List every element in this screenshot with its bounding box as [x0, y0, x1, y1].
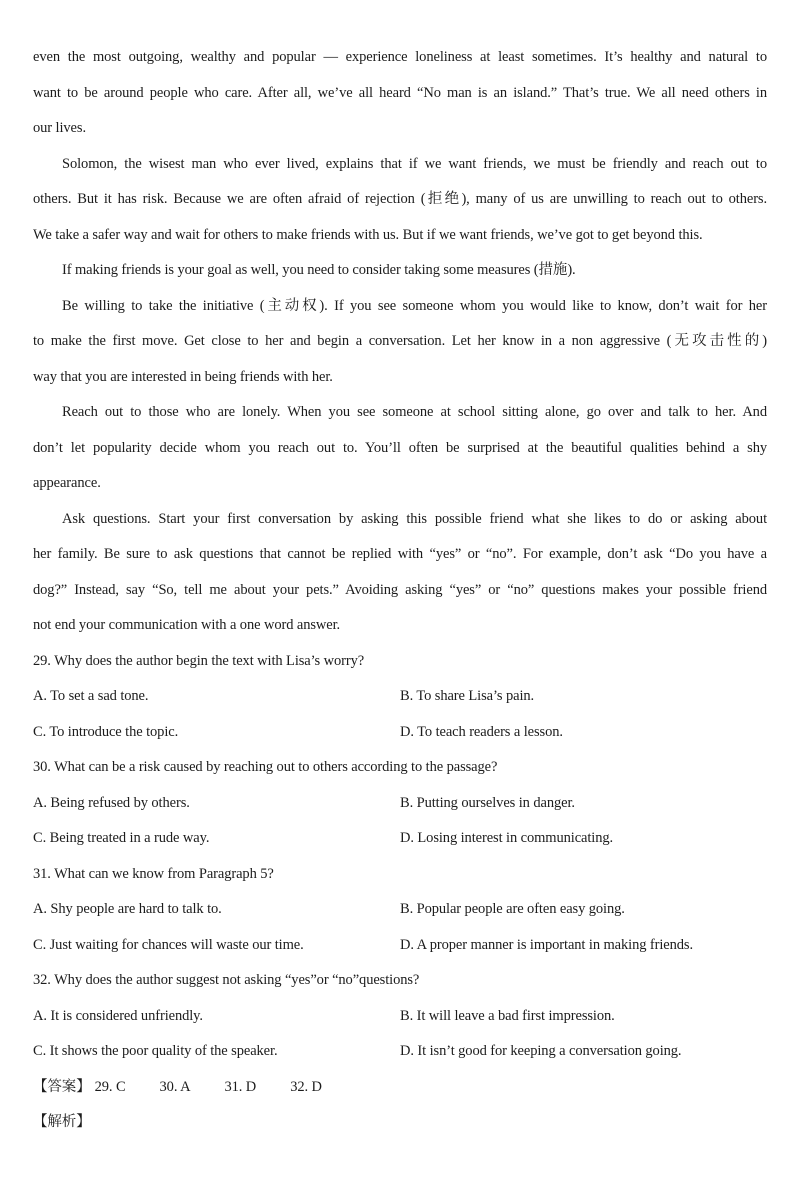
passage-line: dog?” Instead, say “So, tell me about your pets.” Avoiding asking “yes” or “no” questions makes your possible friend — [33, 581, 767, 598]
question-31-option-c: C. Just waiting for chances will waste our time. — [33, 936, 304, 953]
answer-key — [33, 1070, 767, 1106]
questions-section — [33, 644, 767, 1070]
answer-item-30: 30. A — [159, 1078, 191, 1095]
question-32-option-d: D. It isn’t good for keeping a conversation going. — [400, 1043, 682, 1059]
question-31-option-b: B. Popular people are often easy going. — [400, 901, 625, 917]
passage-line: Be willing to take the initiative (主动权). If you see someone whom you would like to know, don’t wait for her — [62, 297, 767, 314]
question-32-option-b: B. It will leave a bad first impression. — [400, 1007, 615, 1024]
question-29-option-c: C. To introduce the topic. — [33, 723, 179, 740]
question-31-options-cd — [33, 928, 767, 964]
passage-line: don’t let popularity decide whom you reach out to. You’ll often be surprised at the beautiful qualities behind a shy — [33, 439, 767, 456]
answer-item-31: 31. D — [224, 1078, 257, 1095]
question-30-option-c: C. Being treated in a rude way. — [33, 830, 210, 846]
question-30-options-ab — [33, 786, 767, 822]
question-32-options-cd — [33, 1034, 767, 1070]
passage-line: If making friends is your goal as well, you need to consider taking some measures (措施). — [62, 262, 576, 278]
question-32-option-c: C. It shows the poor quality of the speaker. — [33, 1043, 278, 1059]
question-30-option-a: A. Being refused by others. — [33, 794, 190, 811]
passage-line: Ask questions. Start your first conversation by asking this possible friend what she likes to do or asking about — [62, 510, 767, 527]
passage-line: Solomon, the wisest man who ever lived, explains that if we want friends, we must be friendly and reach out to — [62, 155, 767, 172]
passage-line: others. But it has risk. Because we are often afraid of rejection (拒绝), many of us are unwilling to reach out to others. — [33, 191, 767, 207]
passage-line: Reach out to those who are lonely. When you see someone at school sitting alone, go over and talk to her. And — [62, 404, 767, 420]
question-32-options-ab — [33, 999, 767, 1035]
question-29-option-a: A. To set a sad tone. — [33, 688, 149, 704]
passage-line: want to be around people who care. After all, we’ve all heard “No man is an island.” That’s true. We all need others in — [33, 84, 767, 101]
reading-passage — [33, 40, 767, 644]
question-29-options-ab — [33, 679, 767, 715]
question-30-options-cd — [33, 821, 767, 857]
passage-line: our lives. — [33, 120, 86, 136]
question-31-option-d: D. A proper manner is important in making friends. — [400, 936, 694, 953]
passage-line: her family. Be sure to ask questions that cannot be replied with “yes” or “no”. For example, don’t ask “Do you have a — [33, 546, 767, 562]
passage-line: appearance. — [33, 475, 101, 491]
passage-line: way that you are interested in being friends with her. — [33, 368, 333, 385]
question-32-option-a: A. It is considered unfriendly. — [33, 1007, 203, 1024]
answer-item-32: 32. D — [290, 1078, 322, 1095]
question-31-stem: 31. What can we know from Paragraph 5? — [33, 865, 274, 882]
question-29-stem: 29. Why does the author begin the text with Lisa’s worry? — [33, 652, 365, 669]
passage-line: We take a safer way and wait for others to make friends with us. But if we want friends, we’ve got to get beyond this. — [33, 226, 703, 243]
question-30-stem: 30. What can be a risk caused by reaching out to others according to the passage? — [33, 759, 498, 775]
passage-line: even the most outgoing, wealthy and popular — experience loneliness at least sometimes. It’s healthy and natural to — [33, 49, 767, 65]
question-31-option-a: A. Shy people are hard to talk to. — [33, 901, 222, 917]
passage-line: to make the first move. Get close to her and begin a conversation. Let her know in a non aggressive (无攻击性的) — [33, 333, 767, 349]
question-29-option-d: D. To teach readers a lesson. — [400, 723, 563, 740]
question-30-option-d: D. Losing interest in communicating. — [400, 830, 614, 846]
question-31-options-ab — [33, 892, 767, 928]
question-32-stem: 32. Why does the author suggest not asking “yes”or “no”questions? — [33, 972, 420, 988]
analysis-label: 【解析】 — [33, 1114, 91, 1130]
question-30-option-b: B. Putting ourselves in danger. — [400, 794, 575, 811]
question-29-options-cd — [33, 715, 767, 751]
answer-key-label: 【答案】 — [33, 1078, 91, 1095]
question-29-option-b: B. To share Lisa’s pain. — [400, 688, 535, 704]
passage-line: not end your communication with a one word answer. — [33, 617, 341, 633]
answer-item-29: 29. C — [94, 1078, 126, 1095]
